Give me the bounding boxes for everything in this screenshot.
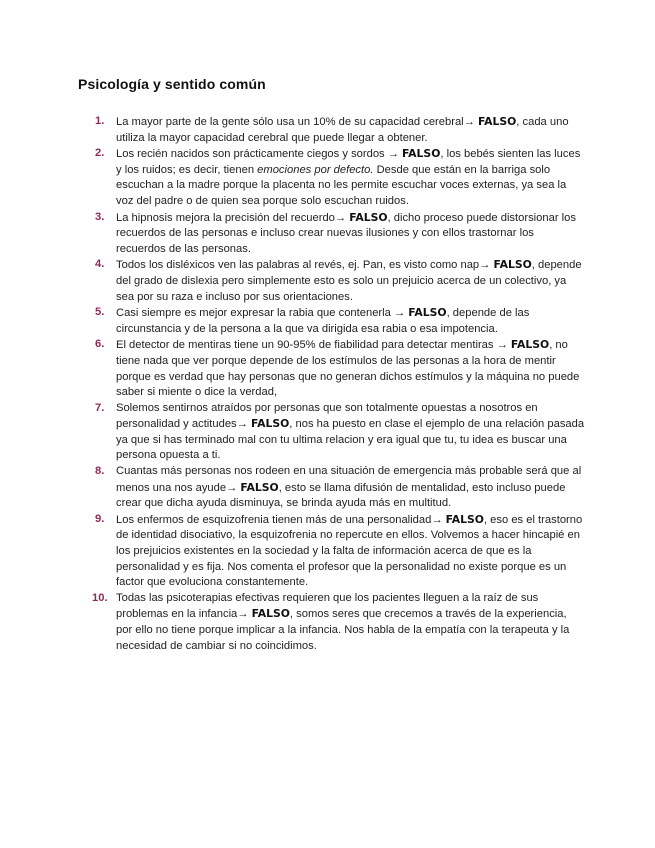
item-text: La mayor parte de la gente sólo usa un 10% de su capacidad cerebral→ <box>116 116 478 128</box>
item-text: Casi siempre es mejor expresar la rabia que contenerla → <box>116 307 409 320</box>
item-number: 10. <box>92 591 108 604</box>
list-item-10 <box>92 591 585 654</box>
item-text: , cada uno utiliza la mayor capacidad cerebral que puede llegar a obtener. <box>116 116 569 144</box>
list-item-5 <box>95 305 585 337</box>
item-text: , depende de las circunstancia y de la persona a la que va dirigida esa rabia o esa impotencia. <box>116 307 530 335</box>
item-number: 6. <box>95 338 105 351</box>
item-text: El detector de mentiras tiene un 90-95% de fiabilidad para detectar mentiras → <box>116 339 511 352</box>
item-italic-text: emociones por defecto. <box>257 163 374 176</box>
verdict-label: FALSO <box>250 417 290 431</box>
verdict-label: FALSO <box>510 338 550 352</box>
verdict-label: FALSO <box>251 607 290 621</box>
list-item-1 <box>95 114 585 146</box>
item-text: , nos ha puesto en clase el ejemplo de una relación pasada ya que si has terminado mal con tu ultima relacion y era igual que tu, tu idea es buscar una persona opuesta a ti. <box>116 418 585 462</box>
item-text: Los enfermos de esquizofrenia tienen más de una personalidad→ <box>116 513 446 526</box>
item-text: Todas las psicoterapias efectivas requieren que los pacientes lleguen a la raíz de sus problemas en la infancia→ <box>116 591 539 621</box>
item-text: , no tiene nada que ver porque depende de los estímulos de las personas a la hora de mentir porque es verdad que hay personas que no generan dichos estímulos y la máquina no puede saber si miente o dice la verdad, <box>116 339 580 399</box>
verdict-label: FALSO <box>445 512 484 526</box>
item-number: 7. <box>95 401 105 414</box>
item-number: 4. <box>95 258 105 271</box>
list-item-4 <box>95 257 585 305</box>
myths-list <box>92 114 585 654</box>
list-item-3 <box>95 210 585 258</box>
item-number: 8. <box>95 465 105 478</box>
item-number: 2. <box>95 147 105 160</box>
item-number: 9. <box>95 512 105 525</box>
item-text: , somos seres que crecemos a través de la experiencia, por ello no tiene porque implicar a la infancia. Nos habla de la empatía con la terapeuta y la necesidad de cambiar si no coincidimos. <box>116 608 570 652</box>
item-text: , los bebés sienten las luces y los ruidos; es decir, tienen <box>116 148 581 176</box>
item-text: , esto se llama difusión de mentalidad, esto incluso puede crear que dicha ayuda disminuya, se brinda ayuda más en multitud. <box>116 481 566 510</box>
item-text: La hipnosis mejora la precisión del recuerdo→ <box>116 211 350 224</box>
list-item-9 <box>95 512 585 591</box>
item-text: , eso es el trastorno de identidad disociativo, la esquizofrenia no repercute en ellos. Volvemos a hacer hincapié en los prejuicios existentes en la sociedad y la falta de información acerca de que es la personalidad y es fija. Nos comenta el profesor que la personalidad no existe porque es un factor que evoluciona constantemente. <box>116 513 583 589</box>
item-number: 1. <box>95 115 105 127</box>
item-number: 3. <box>95 210 105 223</box>
item-text: Los recién nacidos son prácticamente ciegos y sordos → <box>116 148 403 161</box>
list-item-8 <box>95 464 585 512</box>
item-text: Cuantas más personas nos rodeen en una situación de emergencia más probable será que al menos una nos ayude→ <box>116 465 582 494</box>
item-number: 5. <box>95 306 105 319</box>
verdict-label: FALSO <box>240 480 279 494</box>
item-text: Desde que están en la barriga solo escuchan a la madre porque la placenta no les permite escuchar voces externas, ya sea la voz del padre o de quien sea porque solo escuchan ruidos. <box>116 163 567 207</box>
list-item-6 <box>95 337 585 400</box>
verdict-label: FALSO <box>477 115 517 128</box>
item-text: Todos los disléxicos ven las palabras al revés, ej. Pan, es visto como nap→ <box>116 259 494 272</box>
verdict-label: FALSO <box>408 306 447 320</box>
verdict-label: FALSO <box>493 258 532 272</box>
list-item-7 <box>95 401 585 464</box>
verdict-label: FALSO <box>349 210 388 224</box>
verdict-label: FALSO <box>402 147 441 161</box>
item-text: , dicho proceso puede distorsionar los recuerdos de las personas e incluso crear nuevas ilusiones y con ellos trastornar los recuerdos de las personas. <box>116 211 576 255</box>
item-text: Solemos sentirnos atraídos por personas que son totalmente opuestas a nosotros en personalidad y actitudes→ <box>116 401 538 431</box>
page-title: Psicología y sentido común <box>78 76 266 92</box>
list-item-2 <box>95 146 585 209</box>
item-text: , depende del grado de dislexia pero simplemente esto es solo un prejuicio acerca de un colectivo, ya sea por su raza e incluso por sus orientaciones. <box>116 259 582 303</box>
